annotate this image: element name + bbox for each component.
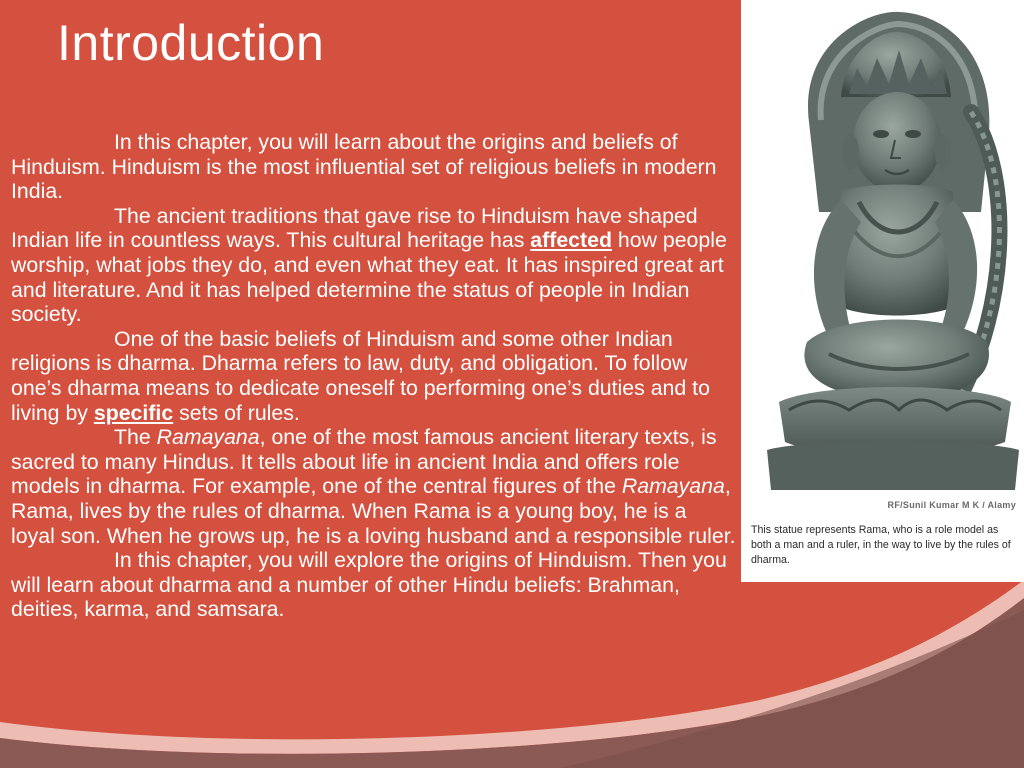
body-paragraph — [11, 548, 736, 622]
slide-title: Introduction — [57, 15, 325, 71]
body-text — [11, 130, 736, 622]
figure-panel — [741, 0, 1024, 582]
paragraph-text: The ancient traditions that gave rise to Hinduism have shaped Indian life in countless ways. This cultural heritage has — [11, 203, 698, 253]
body-paragraph — [11, 327, 736, 425]
paragraph-text: sets of rules. — [173, 400, 300, 425]
book-title: Ramayana — [621, 474, 725, 499]
photo-credit: RF/Sunil Kumar M K / Alamy — [887, 500, 1016, 510]
book-title: Ramayana — [156, 425, 260, 450]
body-paragraph — [11, 204, 736, 327]
paragraph-text: One of the basic beliefs of Hinduism and some other Indian religions is dharma. Dharma refers to law, duty, and obligation. To follow one’s dharma means to dedicate oneself to performing one’s duties and to living by — [11, 326, 710, 425]
paragraph-text: how people worship, what jobs they do, and even what they eat. It has inspired great art and literature. And it has helped determine the status of people in Indian society. — [11, 228, 727, 327]
paragraph-text: The — [114, 425, 157, 450]
paragraph-text: In this chapter, you will learn about the origins and beliefs of Hinduism. Hinduism is the most influential set of religious beliefs in modern India. — [11, 130, 717, 204]
paragraph-text: In this chapter, you will explore the origins of Hinduism. Then you will learn about dharma and a number of other Hindu beliefs: Brahman, deities, karma, and samsara. — [11, 548, 727, 622]
vocabulary-term: specific — [93, 400, 174, 425]
vocabulary-term: affected — [530, 228, 612, 253]
rama-statue-image — [749, 2, 1019, 492]
body-paragraph — [11, 130, 736, 204]
paragraph-text: , Rama, lives by the rules of dharma. When Rama is a young boy, he is a loyal son. When he grows up, he is a loving husband and a responsible ruler. — [11, 474, 736, 548]
body-paragraph — [11, 425, 736, 548]
paragraph-text: , one of the most famous ancient literary texts, is sacred to many Hindus. It tells about life in ancient India and offers role models in dharma. For example, one of the central figures of the — [11, 425, 717, 499]
figure-caption: This statue represents Rama, who is a role model as both a man and a ruler, in the way to live by the rules of dharma. — [751, 524, 1011, 566]
